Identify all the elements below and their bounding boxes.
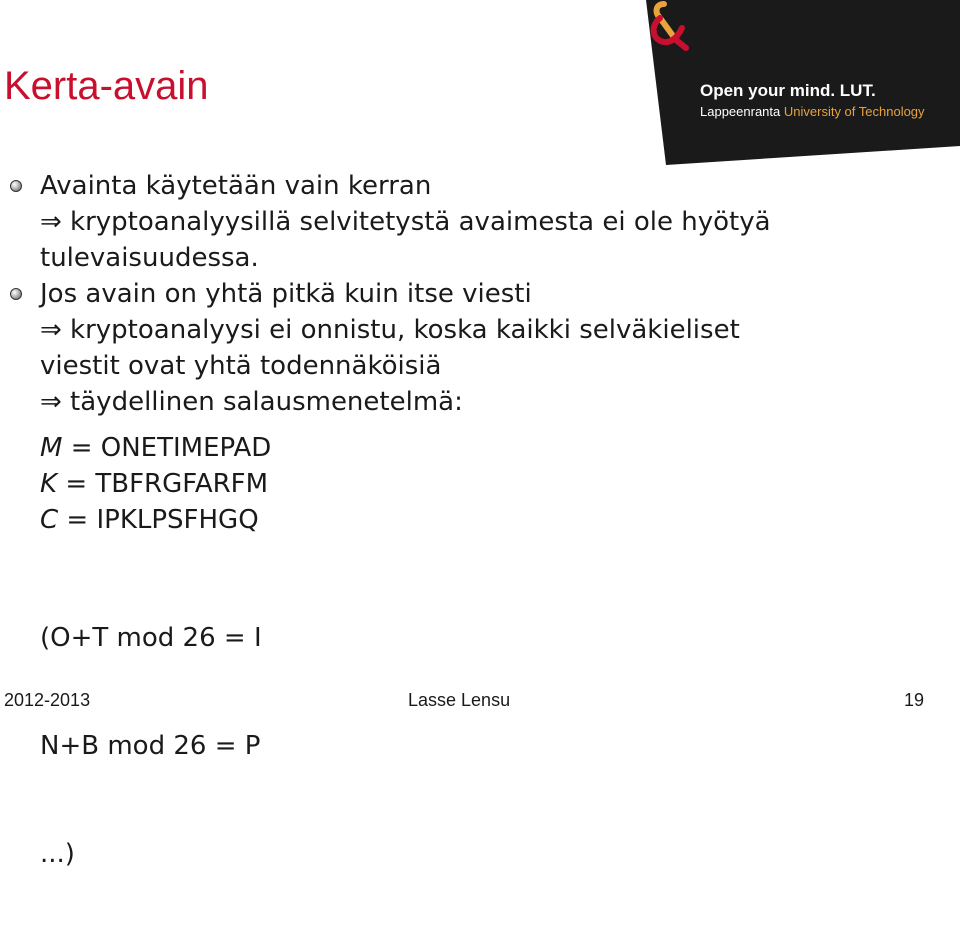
slide-footer [0, 690, 960, 711]
footer-author: Lasse Lensu [408, 690, 511, 710]
bullet-icon [10, 180, 22, 192]
calc-line: (O+T mod 26 = I [40, 623, 262, 653]
bullet-item [40, 168, 940, 276]
key-value: = TBFRGFARFM [57, 469, 269, 499]
bullet-line: tulevaisuudessa. [40, 243, 259, 273]
slide-title: Kerta-avain [4, 64, 209, 108]
footer-year: 2012-2013 [4, 690, 91, 710]
spacer [40, 420, 940, 430]
bullet-item [40, 276, 940, 420]
bullet-line: ⇒ kryptoanalyysillä selvitetystä avaimesta ei ole hyötyä [40, 207, 771, 237]
logo-tagline: Open your mind. LUT. [700, 81, 876, 100]
ciphertext-line [40, 502, 940, 538]
logo-university-city: Lappeenranta [700, 104, 781, 119]
logo-university [700, 104, 925, 119]
bullet-icon [10, 288, 22, 300]
bullet-line: Avainta käytetään vain kerran [40, 171, 432, 201]
logo-university-name: University of Technology [783, 104, 925, 119]
calc-line: N+B mod 26 = P [40, 731, 261, 761]
bullet-line: Jos avain on yhtä pitkä kuin itse viesti [40, 279, 532, 309]
ciphertext-value: = IPKLPSFHGQ [58, 505, 259, 535]
message-var: M [40, 433, 63, 463]
lut-logo [646, 0, 960, 165]
spacer [40, 538, 940, 548]
cipher-example [40, 430, 940, 538]
ciphertext-var: C [40, 505, 59, 535]
calculation [40, 548, 940, 944]
message-line [40, 430, 940, 466]
slide-content [40, 168, 940, 944]
footer-page-number: 19 [903, 690, 924, 710]
bullet-line: ⇒ täydellinen salausmenetelmä: [40, 387, 463, 417]
calc-line: ...) [40, 839, 75, 869]
bullet-line: ⇒ kryptoanalyysi ei onnistu, koska kaikki selväkieliset [40, 315, 740, 345]
message-value: = ONETIMEPAD [62, 433, 272, 463]
bullet-line: viestit ovat yhtä todennäköisiä [40, 351, 442, 381]
key-var: K [40, 469, 58, 499]
key-line [40, 466, 940, 502]
ampersand-logo-icon [646, 0, 694, 52]
